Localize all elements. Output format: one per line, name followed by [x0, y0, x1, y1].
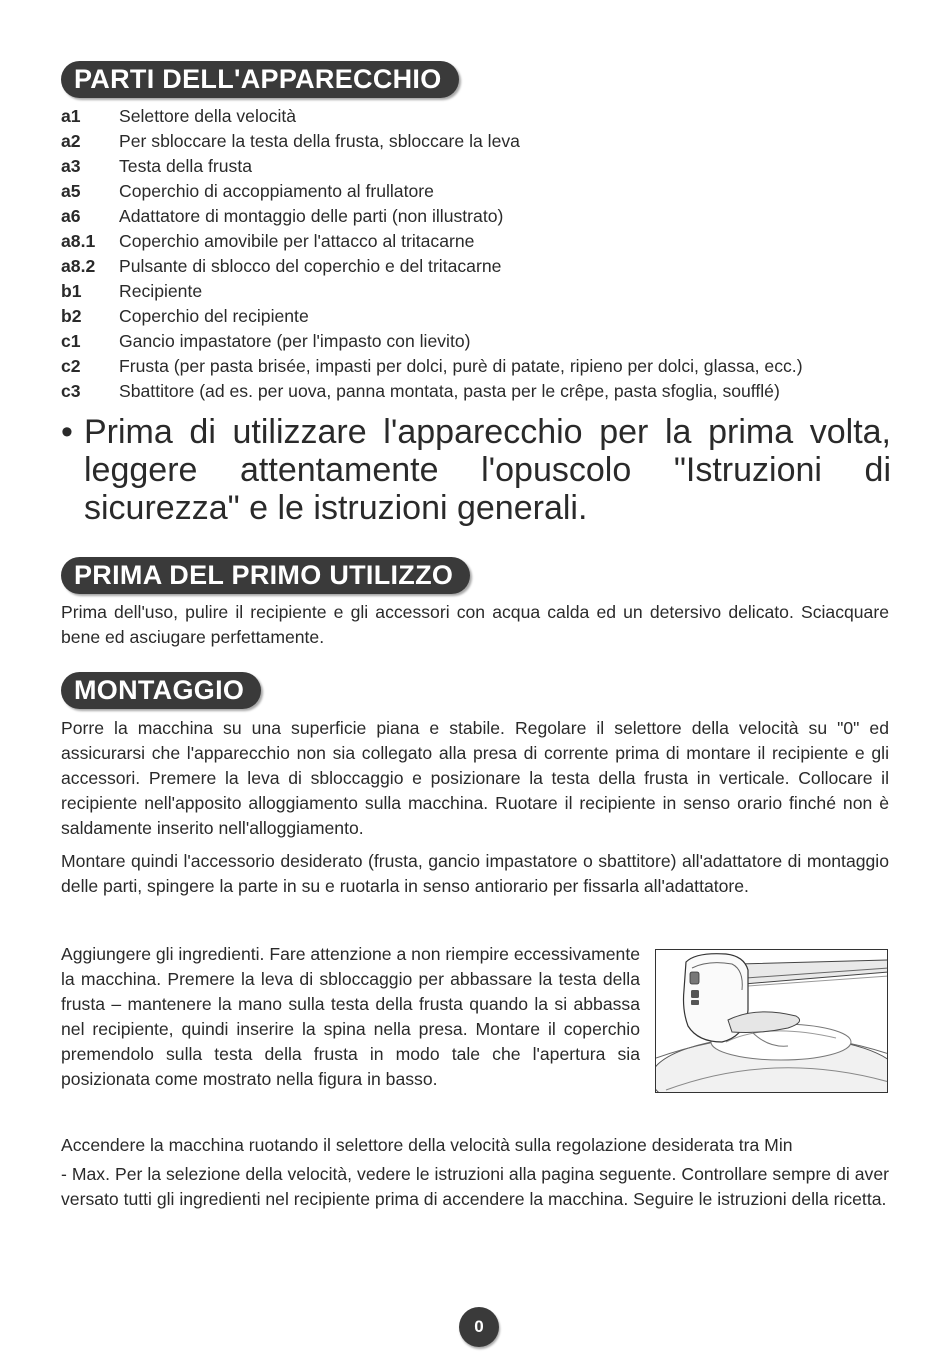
part-description: Coperchio di accoppiamento al frullatore: [119, 181, 434, 201]
section-heading-assembly: MONTAGGIO: [61, 672, 261, 709]
part-item: [61, 229, 901, 254]
first-use-paragraph: Prima dell'uso, pulire il recipiente e gli accessori con acqua calda ed un detersivo delicato. Sciacquare bene ed asciugare perfettamente.: [61, 602, 889, 647]
part-item: [61, 154, 901, 179]
part-code: b1: [61, 281, 82, 301]
part-item: [61, 279, 901, 304]
assembly-paragraph-3: Aggiungere gli ingredienti. Fare attenzione a non riempire eccessivamente la macchina. Premere la leva di sbloccaggio per abbassare la testa della frusta – mantenere la mano sulla testa della frusta quando la si abbassa nel recipiente, quindi inserire la spina nella presa. Montare il coperchio premendolo sulla testa della frusta in modo tale che l'apertura sia posizionata come mostrato nella figura in basso.: [61, 944, 640, 1089]
section-heading-parts: PARTI DELL'APPARECCHIO: [61, 61, 459, 98]
part-code: c2: [61, 356, 81, 376]
part-item: [61, 354, 901, 379]
part-code: a6: [61, 206, 81, 226]
safety-notice: [61, 413, 891, 527]
part-description: Coperchio del recipiente: [119, 306, 309, 326]
part-description: Gancio impastatore (per l'impasto con lievito): [119, 331, 471, 351]
part-item: [61, 254, 901, 279]
safety-notice-text: Prima di utilizzare l'apparecchio per la prima volta, leggere attentamente l'opuscolo "Istruzioni di sicurezza" e le istruzioni generali.: [84, 413, 891, 527]
assembly-paragraph-1: Porre la macchina su una superficie piana e stabile. Regolare il selettore della velocità su "0" ed assicurarsi che l'apparecchio non sia collegato alla presa di corrente prima di montare il recipiente e gli accessori. Premere la leva di sbloccaggio e posizionare la testa della frusta in verticale. Collocare il recipiente nell'apposito alloggiamento sulla macchina. Ruotare il recipiente in senso orario finché non è saldamente inserito nell'alloggiamento.: [61, 718, 889, 838]
part-code: a8.2: [61, 256, 96, 276]
part-code: a5: [61, 181, 81, 201]
part-item: [61, 179, 901, 204]
part-description: Coperchio amovibile per l'attacco al tritacarne: [119, 231, 475, 251]
part-description: Pulsante di sblocco del coperchio e del tritacarne: [119, 256, 502, 276]
part-item: [61, 329, 901, 354]
section-heading-first-use: PRIMA DEL PRIMO UTILIZZO: [61, 557, 470, 594]
part-description: Frusta (per pasta brisée, impasti per dolci, purè di patate, ripieno per dolci, glassa, ecc.): [119, 356, 803, 376]
part-item: [61, 204, 901, 229]
part-description: Per sbloccare la testa della frusta, sbloccare la leva: [119, 131, 520, 151]
part-item: [61, 129, 901, 154]
mixer-lid-drawing: [656, 950, 888, 1093]
part-code: c1: [61, 331, 81, 351]
part-code: a8.1: [61, 231, 96, 251]
assembly-paragraph-2: Montare quindi l'accessorio desiderato (frusta, gancio impastatore o sbattitore) all'adattatore di montaggio delle parti, spingere la parte in su e ruotarla in senso antiorario per fissarla all'adattatore.: [61, 851, 889, 896]
part-description: Recipiente: [119, 281, 203, 301]
part-description: Testa della frusta: [119, 156, 253, 176]
part-code: a2: [61, 131, 81, 151]
part-item: [61, 379, 901, 404]
mixer-lid-illustration: [655, 949, 888, 1093]
part-description: Adattatore di montaggio delle parti (non illustrato): [119, 206, 504, 226]
part-item: [61, 304, 901, 329]
part-code: b2: [61, 306, 82, 326]
part-item: [61, 104, 901, 129]
part-code: a3: [61, 156, 81, 176]
parts-list: [61, 104, 901, 404]
assembly-paragraph-5: - Max. Per la selezione della velocità, vedere le istruzioni alla pagina seguente. Controllare sempre di aver versato tutti gli ingredienti nel recipiente prima di accendere la macchina. Seguire le istruzioni della ricetta.: [61, 1164, 889, 1209]
bullet-icon: •: [61, 413, 73, 451]
part-description: Sbattitore (ad es. per uova, panna montata, pasta per le crêpe, pasta sfoglia, soufflé): [119, 381, 780, 401]
part-code: c3: [61, 381, 81, 401]
page-number: 0: [459, 1307, 499, 1347]
assembly-paragraph-4: Accendere la macchina ruotando il selettore della velocità sulla regolazione desiderata tra Min: [61, 1135, 793, 1155]
part-description: Selettore della velocità: [119, 106, 297, 126]
part-code: a1: [61, 106, 81, 126]
